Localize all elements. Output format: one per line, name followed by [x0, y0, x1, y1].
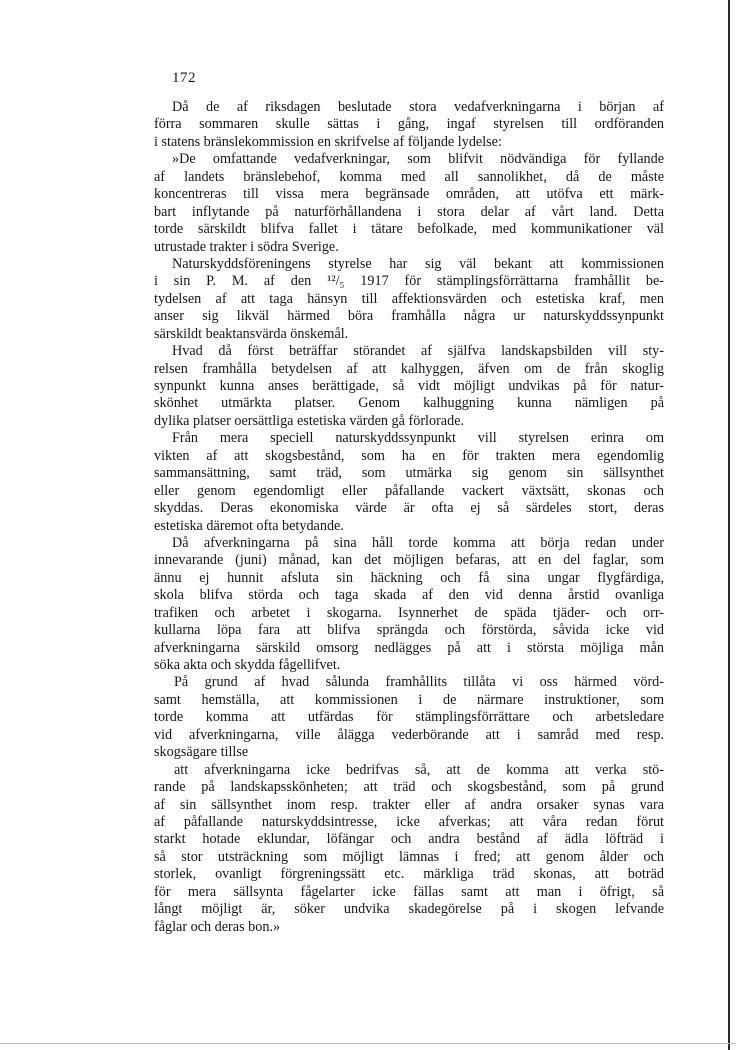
text-line: af sin sällsynthet inom resp. trakter eller af andra orsaker synas vara	[154, 796, 664, 813]
text-line: starkt hotade eklundar, löfängar och andra bestånd af ädla löfträd i	[154, 831, 664, 848]
text-line: i sin P. M. af den ¹²/₅ 1917 för stämplingsförrättarna framhållit be-	[154, 273, 664, 290]
text-line: eller genom egendomligt eller påfallande vackert växtsätt, skonas och	[154, 482, 664, 499]
text-line: Naturskyddsföreningens styrelse har sig väl bekant att kommissionen	[172, 255, 664, 272]
text-line: »De omfattande vedafverkningar, som blifvit nödvändiga för fyllande	[172, 151, 664, 168]
text-line: ännu ej hunnit afsluta sin häckning och få sina ungar flygfärdiga,	[154, 569, 664, 586]
text-line: tydelsen af att taga hänsyn till affektionsvärden och estetiska kraf, men	[154, 290, 664, 307]
page-number: 172	[172, 70, 196, 86]
text-line: utrustade trakter i södra Sverige.	[154, 238, 339, 255]
text-line: Då de af riksdagen beslutade stora vedafverkningarna i början af	[172, 99, 664, 115]
text-line: storlek, ovanligt förgreningssätt etc. märkliga träd skonas, att boträd	[154, 866, 664, 883]
text-line: sammansättning, samt träd, som utmärka sig genom sin sällsynthet	[154, 465, 664, 482]
text-line: kullarna löpa fara att blifva sprängda och förstörda, såvida icke vid	[154, 622, 664, 639]
text-line: rande på landskapsskönheten; att träd och skogsbestånd, som på grund	[154, 779, 664, 796]
text-line: koncentreras till vissa mera begränsade områden, att utöfva ett märk-	[154, 186, 664, 203]
text-line: vikten af att skogsbestånd, som ha en för trakten mera egendomlig	[154, 447, 664, 464]
text-line: skönhet utmärkta platser. Genom kalhuggning kunna nämligen på	[154, 395, 664, 412]
text-line: Hvad då först beträffar störandet af själfva landskapsbilden vill sty-	[172, 343, 664, 360]
text-line: innevarande (juni) månad, kan det möjligen befaras, att en del faglar, som	[154, 552, 664, 569]
text-line: bart inflytande på naturförhållandena i stora delar af vårt land. Detta	[154, 203, 664, 220]
text-line: långt möjligt är, söker undvika skadegörelse på i skogen lefvande	[154, 901, 664, 918]
text-line: dylika platser oersättliga estetiska värden gå förlorade.	[154, 412, 465, 429]
text-line: trafiken och arbetet i skogarna. Isynnerhet de späda tjäder- och orr-	[154, 604, 664, 621]
text-line: afverkningarna särskild omsorg nedlägges på att i största möjliga mån	[154, 639, 664, 656]
text-line: förra sommaren skulle sättas i gång, ingaf styrelsen till ordföranden	[154, 116, 664, 133]
text-line: särskildt beaktansvärda önskemål.	[154, 325, 349, 342]
text-line: torde komma att utfärdas för stämplingsförrättare och arbetsledare	[154, 709, 664, 726]
text-line: af påfallande naturskyddsintresse, icke afverkas; att våra redan förut	[154, 813, 664, 830]
text-line: så stor utsträckning som möjligt lämnas i fred; att genom ålder och	[154, 848, 664, 865]
text-line: fåglar och deras bon.»	[154, 918, 281, 935]
text-line: relsen framhålla betydelsen af att kalhyggen, äfven om de från skoglig	[154, 360, 664, 377]
page-edge-bottom	[0, 1043, 736, 1044]
text-line: skogsägare tillse	[154, 744, 249, 761]
text-line: söka akta och skydda fågellifvet.	[154, 657, 341, 673]
body-text	[154, 99, 664, 936]
text-line: skola blifva störda och taga skada af den vid denna årstid ovanliga	[154, 587, 664, 604]
text-line: af landets bränslebehof, komma med all sannolikhet, då de måste	[154, 168, 664, 185]
page-edge-right	[728, 0, 730, 1050]
text-line: På grund af hvad sålunda framhållits tillåta vi oss härmed vörd-	[174, 674, 664, 691]
text-line: samt hemställa, att kommissionen i de närmare instruktioner, som	[154, 691, 664, 708]
text-line: att afverkningarna icke bedrifvas så, att de komma att verka stö-	[174, 761, 664, 778]
text-line: för mera sällsynta fågelarter icke fällas samt att man i öfrigt, så	[154, 883, 664, 900]
text-line: estetiska däremot ofta betydande.	[154, 517, 344, 534]
text-line: skyddas. Deras ekonomiska värde är ofta ej så särdeles stort, deras	[154, 500, 664, 517]
text-line: Från mera speciell naturskyddssynpunkt vill styrelsen erinra om	[172, 430, 664, 447]
text-line: synpunkt kunna anses berättigade, så vidt möjligt undvikas på för natur-	[154, 378, 664, 394]
text-line: Då afverkningarna på sina håll torde komma att börja redan under	[172, 534, 664, 551]
text-line: torde särskildt blifva fallet i tätare befolkade, med kommunikationer väl	[154, 221, 664, 238]
text-line: vid afverkningarna, ville ålägga vederbörande att i samråd med resp.	[154, 726, 664, 743]
text-line: i statens bränslekommission en skrifvelse af följande lydelse:	[154, 133, 502, 150]
text-line: anser sig likväl härmed böra framhålla några ur naturskyddssynpunkt	[154, 308, 664, 325]
